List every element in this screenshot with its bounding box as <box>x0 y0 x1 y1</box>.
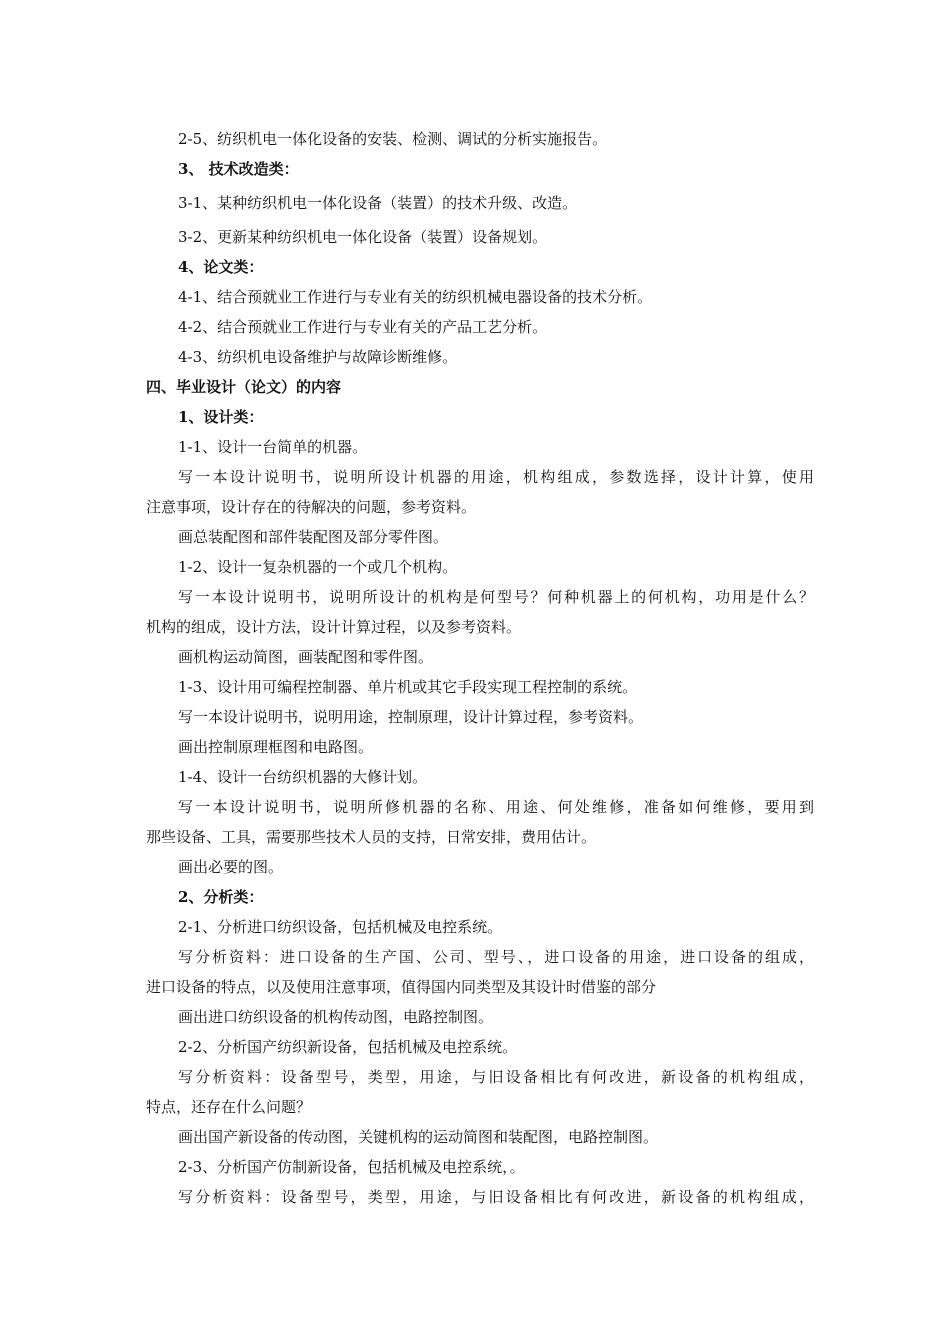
text-line: 画出国产新设备的传动图，关键机构的运动简图和装配图，电路控制图。 <box>178 1128 659 1146</box>
text-line: 画出控制原理框图和电路图。 <box>178 738 374 756</box>
section-heading: 1、设计类： <box>178 408 264 426</box>
text-line: 写一本设计说明书，说明所设计机器的用途，机构组成，参数选择，设计计算，使用 <box>178 468 814 486</box>
text-line: 特点，还存在什么问题？ <box>146 1098 312 1116</box>
text-line: 写分析资料：设备型号，类型，用途，与旧设备相比有何改进，新设备的机构组成， <box>178 1188 814 1206</box>
text-line: 画总装配图和部件装配图及部分零件图。 <box>178 528 449 546</box>
chapter-heading: 四、毕业设计（论文）的内容 <box>146 378 342 396</box>
text-line: 写分析资料：进口设备的生产国、公司、型号、，进口设备的用途，进口设备的组成， <box>178 948 814 966</box>
text-line: 写一本设计说明书，说明所设计的机构是何型号？何种机器上的何机构，功用是什么？ <box>178 588 814 606</box>
text-line: 4-2、结合预就业工作进行与专业有关的产品工艺分析。 <box>178 318 548 336</box>
text-line: 画出必要的图。 <box>178 858 284 876</box>
text-line: 1-4、设计一台纺织机器的大修计划。 <box>178 768 428 786</box>
section-heading: 4、论文类： <box>178 258 264 276</box>
document-body <box>146 124 814 1212</box>
text-line: 画出进口纺织设备的机构传动图，电路控制图。 <box>178 1008 494 1026</box>
section-heading: 2、分析类： <box>178 888 264 906</box>
text-line: 写一本设计说明书，说明所修机器的名称、用途、何处维修，准备如何维修，要用到 <box>178 798 814 816</box>
text-line: 画机构运动简图，画装配图和零件图。 <box>178 648 434 666</box>
text-line: 写一本设计说明书，说明用途，控制原理，设计计算过程，参考资料。 <box>178 708 644 726</box>
text-line: 1-2、设计一复杂机器的一个或几个机构。 <box>178 558 458 576</box>
text-line: 注意事项，设计存在的待解决的问题，参考资料。 <box>146 498 477 516</box>
text-line: 写分析资料：设备型号，类型，用途，与旧设备相比有何改进，新设备的机构组成， <box>178 1068 814 1086</box>
text-line: 1-1、设计一台简单的机器。 <box>178 438 368 456</box>
text-line: 2-1、分析进口纺织设备，包括机械及电控系统。 <box>178 918 503 936</box>
text-line: 那些设备、工具，需要那些技术人员的支持，日常安排，费用估计。 <box>146 828 597 846</box>
text-line: 3-2、更新某种纺织机电一体化设备（装置）设备规划。 <box>178 228 548 246</box>
section-heading: 3、 技术改造类： <box>178 160 299 178</box>
text-line: 4-3、纺织机电设备维护与故障诊断维修。 <box>178 348 458 366</box>
text-line: 机构的组成，设计方法，设计计算过程，以及参考资料。 <box>146 618 522 636</box>
text-line: 3-1、某种纺织机电一体化设备（装置）的技术升级、改造。 <box>178 194 578 212</box>
text-line: 4-1、结合预就业工作进行与专业有关的纺织机械电器设备的技术分析。 <box>178 288 653 306</box>
text-line: 2-3、分析国产仿制新设备，包括机械及电控系统，。 <box>178 1158 525 1176</box>
text-line: 进口设备的特点，以及使用注意事项，值得国内同类型及其设计时借鉴的部分 <box>146 978 657 996</box>
text-line: 1-3、设计用可编程控制器、单片机或其它手段实现工程控制的系统。 <box>178 678 638 696</box>
text-line: 2-2、分析国产纺织新设备，包括机械及电控系统。 <box>178 1038 518 1056</box>
text-line: 2-5、纺织机电一体化设备的安装、检测、调试的分析实施报告。 <box>178 130 608 148</box>
